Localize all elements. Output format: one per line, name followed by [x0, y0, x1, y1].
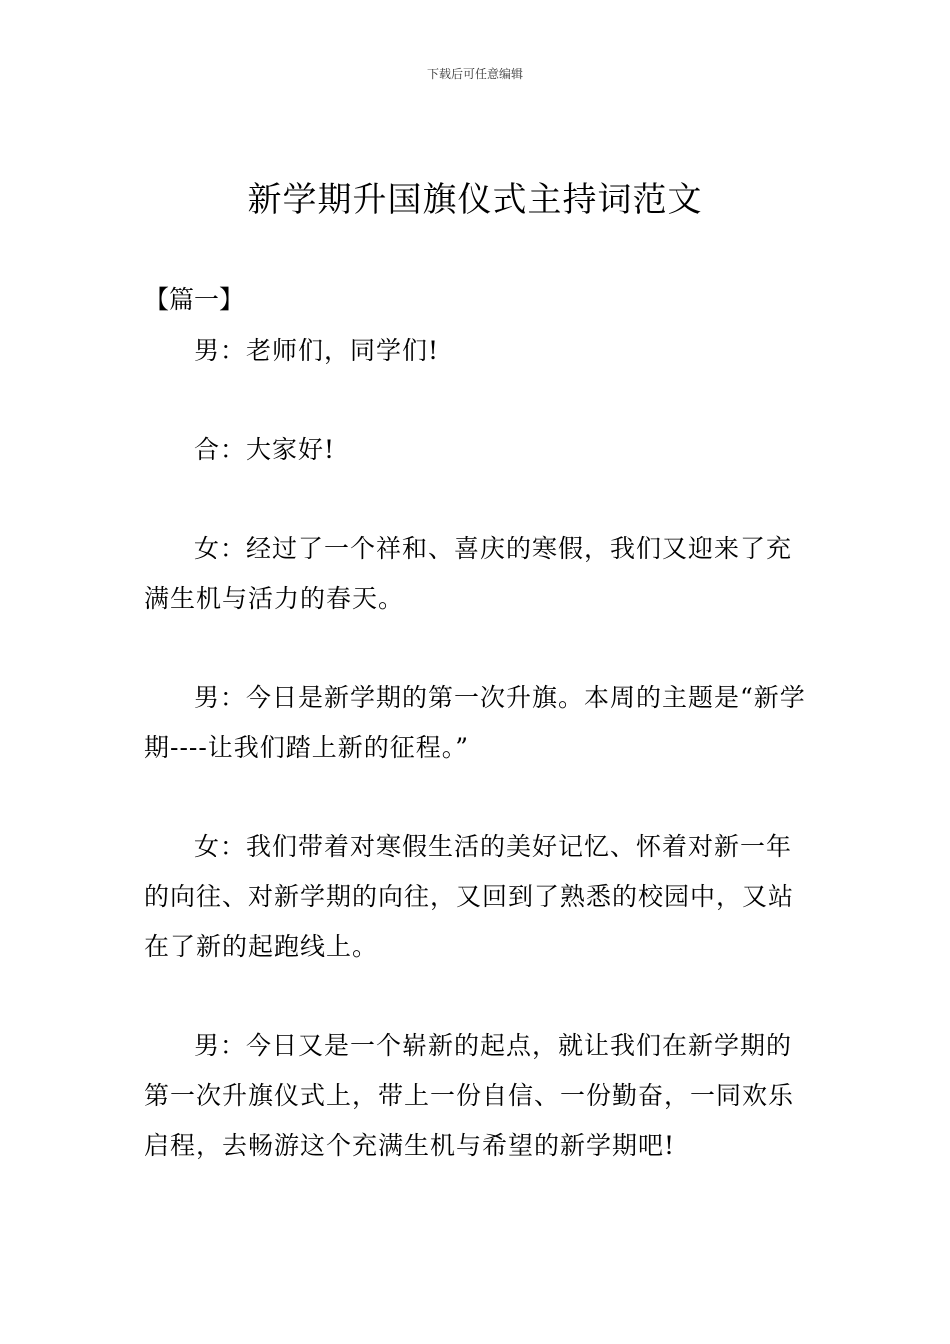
- document-body: [144, 326, 806, 1220]
- paragraph: 合：大家好!: [194, 435, 336, 464]
- section-label: 【篇一】: [144, 285, 245, 314]
- header-note: 下载后可任意编辑: [426, 67, 523, 81]
- paragraph: 男：今日是新学期的第一次升旗。本周的主题是“新学期----让我们踏上新的征程。”: [144, 683, 806, 762]
- document-title: 新学期升国旗仪式主持词范文: [247, 180, 703, 220]
- paragraph: 女：我们带着对寒假生活的美好记忆、怀着对新一年的向往、对新学期的向往，又回到了熟悉的校园中，又站在了新的起跑线上。: [144, 832, 795, 961]
- paragraph: 男：老师们，同学们!: [194, 336, 440, 365]
- paragraph: 女：经过了一个祥和、喜庆的寒假，我们又迎来了充满生机与活力的春天。: [144, 534, 793, 613]
- paragraph: 男：今日又是一个崭新的起点，就让我们在新学期的第一次升旗仪式上，带上一份自信、一份勤奋，一同欢乐启程，去畅游这个充满生机与希望的新学期吧!: [144, 1031, 795, 1160]
